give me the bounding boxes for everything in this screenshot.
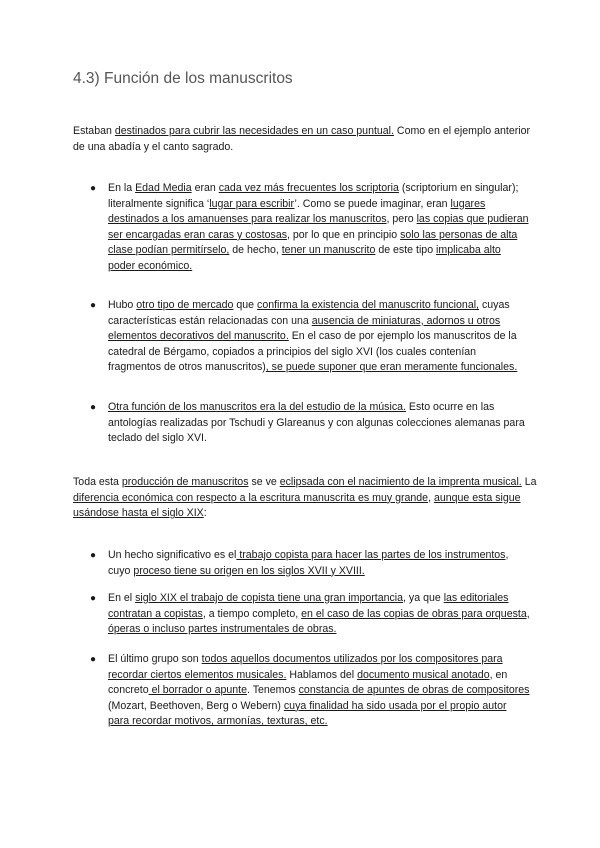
text-run: , cuyo xyxy=(108,549,509,577)
underlined-text: , se puede suponer que eran meramente funcionales. xyxy=(265,361,518,374)
text-run: (scriptorium en singular); literalmente significa ‘ xyxy=(108,182,519,210)
text-run: Toda esta xyxy=(73,476,122,488)
list-item xyxy=(90,298,530,376)
list-item xyxy=(90,181,530,275)
underlined-text: solo las personas de alta clase podían permitírselo, xyxy=(108,228,518,257)
text-run: Hubo xyxy=(108,299,137,311)
underlined-text: constancia de apuntes de obras de compositores xyxy=(298,684,530,697)
underlined-text: implicaba alto poder económico. xyxy=(108,244,501,272)
underlined-text: Edad Media xyxy=(135,182,192,194)
text-run: , a tiempo completo, xyxy=(202,607,302,620)
text-run: cuyas características están relacionadas con una xyxy=(108,299,510,327)
text-run: eran xyxy=(191,182,219,194)
text-run: de hecho, xyxy=(229,244,282,257)
underlined-text: las copias que pudieran ser encargadas eran caras y costosas xyxy=(108,213,529,241)
underlined-text: cada vez más frecuentes los scriptoria xyxy=(218,182,399,194)
intro-paragraph xyxy=(73,124,543,155)
list-item-text xyxy=(108,548,530,579)
underlined-text: siglo XIX el trabajo de copista tiene una gran importancia xyxy=(135,592,404,604)
list-item-text xyxy=(108,298,530,376)
list-item-text xyxy=(108,591,530,638)
underlined-text: todos aquellos documentos utilizados por los compositores para recordar ciertos elementos musicales. xyxy=(108,653,503,681)
underlined-text: Otra función de los manuscritos era la del estudio de la música. xyxy=(108,401,406,413)
text-run: ’. Como se puede imaginar, eran xyxy=(294,197,451,210)
text-run: Hablamos del xyxy=(286,668,358,681)
list-item-text xyxy=(108,181,530,275)
text-run: La xyxy=(521,476,537,488)
text-run: Esto ocurre en las antologías realizadas por Tschudi y Glareanus y con algunas colecciones alemanas para teclado del siglo XVI. xyxy=(108,401,525,445)
text-run: , ya que xyxy=(403,592,444,604)
underlined-text: ausencia de miniaturas, adornos u otros elementos decorativos del manuscrito. xyxy=(108,314,501,343)
text-run: se ve xyxy=(248,476,280,488)
text-run: en concreto xyxy=(108,668,508,697)
text-run: (Mozart, Beethoven, Berg o Webern) xyxy=(108,699,284,712)
underlined-text: otro tipo de mercado xyxy=(136,299,234,311)
underlined-text: las editoriales contratan a copistas xyxy=(108,592,509,620)
text-run: de este tipo xyxy=(375,244,437,257)
underlined-text: destinados para cubrir las necesidades en un caso puntual. xyxy=(114,125,394,137)
text-run: . Tenemos xyxy=(247,684,299,697)
imprenta-paragraph xyxy=(73,475,543,522)
bullet-icon: ● xyxy=(90,593,97,604)
bullet-icon: ● xyxy=(90,300,97,311)
bullet-icon: ● xyxy=(90,183,97,194)
bullet-icon: ● xyxy=(90,654,97,665)
text-run: que xyxy=(233,299,258,311)
underlined-text: producción de manuscritos xyxy=(121,476,249,488)
underlined-text: confirma la existencia del manuscrito funcional, xyxy=(257,299,480,311)
underlined-text: trabajo copista para hacer las partes de los instrumentos xyxy=(236,549,506,561)
underlined-text: eclipsada con el nacimiento de la imprenta musical. xyxy=(279,476,522,488)
text-run: Un hecho significativo es el xyxy=(108,549,237,561)
text-run: , pero xyxy=(386,213,417,226)
bullet-icon: ● xyxy=(90,402,97,413)
underlined-text: lugar para escribir xyxy=(209,197,295,210)
list-item xyxy=(90,400,530,447)
text-run: En el caso de por ejemplo los manuscritos de la catedral de Bérgamo, copiados a principios del siglo XVI (los cuales contenían fragmentos de otros manuscritos) xyxy=(108,330,517,374)
text-run: El último grupo son xyxy=(108,653,202,665)
list-item xyxy=(90,548,530,579)
underlined-text: diferencia económica con respecto a la escritura manuscrita es muy grande, xyxy=(73,491,432,504)
bullet-icon: ● xyxy=(90,550,97,561)
underlined-text: tener un manuscrito xyxy=(281,244,376,257)
text-run: Como en el ejemplo anterior de una abadía y el canto sagrado. xyxy=(73,125,531,153)
text-run: En la xyxy=(108,182,136,194)
underlined-text: proceso tiene su origen en los siglos XVII y XVIII. xyxy=(133,564,365,577)
text-run: En el xyxy=(108,592,136,604)
underlined-text: aunque esta sigue usándose hasta el siglo XIX xyxy=(73,491,521,520)
underlined-text: documento musical anotado, xyxy=(357,668,493,681)
underlined-text: cuya finalidad ha sido usada por el propio autor para recordar motivos, armonías, texturas, etc. xyxy=(108,699,507,728)
list-item xyxy=(90,591,530,638)
text-run: Estaban xyxy=(73,125,115,137)
list-item xyxy=(90,652,530,730)
text-run: , por lo que en principio xyxy=(287,228,401,241)
list-item-text xyxy=(108,652,530,730)
section-heading: 4.3) Función de los manuscritos xyxy=(73,70,293,87)
underlined-text: el borrador o apunte xyxy=(148,684,247,697)
text-run: : xyxy=(203,507,207,520)
underlined-text: lugares destinados a los amanuenses para realizar los manuscritos xyxy=(108,197,486,226)
underlined-text: en el caso de las copias de obras para orquesta, óperas o incluso partes instrumentales de obras. xyxy=(108,607,530,636)
list-item-text xyxy=(108,400,530,447)
